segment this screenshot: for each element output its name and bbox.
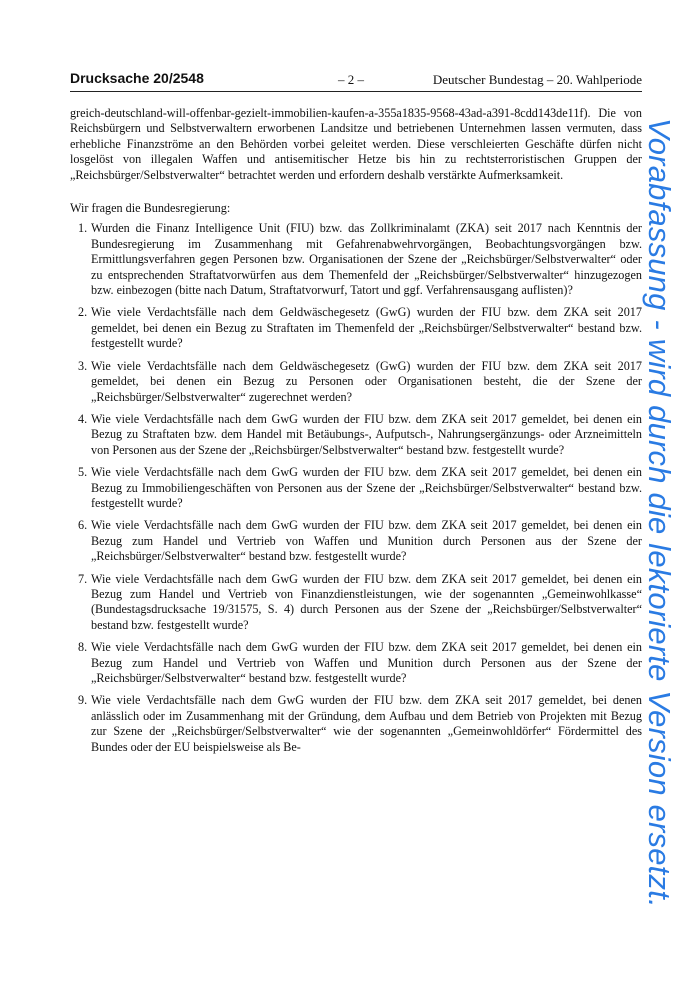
page-number: – 2 – [338,72,364,87]
doc-number-value: 2548 [172,70,204,86]
list-item [70,359,642,405]
question-number: 8. [78,640,88,655]
document-body [70,106,642,762]
intro-paragraph: greich-deutschland-will-offenbar-gezielt-immobilien-kaufen-a-355a1835-9568-43ad-a391-8cdd143de11f). Die von Reichsbürgern und Selbstverwaltern erworbenen Landsitze und betriebenen Unternehmen lassen vermuten, dass erhebliche Finanzströme an den Behörden vorbei geleitet werden. Diese verschleierten Geschäfte dürfen nicht losgelöst von illegalen Waffen und antisemitischer Hetze bis hin zu rechtsterroristischen Gruppen der „Reichsbürger/Selbstverwalter“ betrachtet werden und erfordern deshalb verstärkte Aufmerksamkeit. [70,106,642,182]
list-item [70,518,642,564]
list-item [70,572,642,634]
list-item [70,693,642,755]
draft-watermark: Vorabfassung - wird durch die lektorierte Version ersetzt. [642,118,677,908]
question-text: Wie viele Verdachtsfälle nach dem Geldwäschegesetz (GwG) wurden der FIU bzw. dem ZKA seit 2017 gemeldet, bei denen ein Bezug zu Straftaten im Themenfeld der „Reichsbürger/Selbstverwalter“ bestand bzw. festgestellt wurde? [91,305,642,351]
question-text: Wie viele Verdachtsfälle nach dem GwG wurden der FIU bzw. dem ZKA seit 2017 gemeldet, bei denen ein Bezug zum Handel und Vertrieb von Waffen und Munition durch Personen aus der Szene der „Reichsbürger/Selbstverwalter“ bestand bzw. festgestellt wurde? [91,640,642,685]
list-item [70,305,642,351]
question-number: 4. [78,411,88,426]
doc-label: Drucksache 20/ [70,70,173,86]
question-text: Wie viele Verdachtsfälle nach dem GwG wurden der FIU bzw. dem ZKA seit 2017 gemeldet, bei denen anlässlich oder im Zusammenhang mit der Gründung, dem Aufbau und dem Betrieb von Projekten mit Bezug zur Szene der „Reichsbürger/Selbstverwalter“ wie der sogenannten „Gemeinwohldörfer“ Fördermittel des Bundes oder der EU beispielsweise als Be- [91,693,642,754]
question-number: 7. [78,571,88,586]
question-number: 5. [78,465,88,480]
header-rule [70,91,642,92]
list-item [70,640,642,686]
question-text: Wie viele Verdachtsfälle nach dem GwG wurden der FIU bzw. dem ZKA seit 2017 gemeldet, bei denen ein Bezug zum Handel und Vertrieb von Finanzdienstleistungen, wie der sogenannten „Gemeinwohlkasse“ (Bundestagsdrucksache 19/31575, S. 4) durch Personen aus der Szene der „Reichsbürger/Selbstverwalter“ bestand bzw. festgestellt wurde? [91,571,642,632]
question-number: 1. [78,221,88,236]
question-text: Wie viele Verdachtsfälle nach dem GwG wurden der FIU bzw. dem ZKA seit 2017 gemeldet, bei denen ein Bezug zu Straftaten bzw. dem Handel mit Betäubungs-, Aufputsch-, Nahrungsergänzungs- oder Arzneimitteln von Personen aus der Szene der „Reichsbürger/Selbstverwalter“ bestand bzw. festgestellt wurde? [91,411,642,457]
parliament-label: Deutscher Bundestag – 20. Wahlperiode [432,72,642,87]
question-number: 6. [78,518,88,533]
list-item [70,221,642,298]
question-list [70,221,642,755]
page-header [70,70,642,90]
question-text: Wurden die Finanz Intelligence Unit (FIU) bzw. das Zollkriminalamt (ZKA) seit 2017 nach Kenntnis der Bundesregierung im Zusammenhang mit Gefahrenabwehrvorgängen, Beobachtungsvorgängen bzw. Ermittlungsverfahren gegen Personen bzw. Organisationen der Szene der „Reichsbürger/Selbstverwalter“ oder zu entsprechenden Straftatvorwürfen aus dem Themenfeld der „Reichsbürger/Selbstverwalter“ hinzugezogen bzw. einbezogen (bitte nach Datum, Straftatvorwurf, Tatort und ggf. Verfahrensausgang auflisten)? [91,221,642,298]
list-item [70,412,642,458]
question-number: 3. [78,358,88,373]
question-number: 9. [78,693,88,708]
question-text: Wie viele Verdachtsfälle nach dem GwG wurden der FIU bzw. dem ZKA seit 2017 gemeldet, bei denen ein Bezug zum Handel und Vertrieb von Waffen und Munition durch Personen aus der Szene der „Reichsbürger/Selbstverwalter“ bestand bzw. festgestellt wurde? [91,518,642,564]
document-number [70,70,204,86]
question-lead: Wir fragen die Bundesregierung: [70,201,231,216]
question-number: 2. [78,305,88,320]
question-text: Wie viele Verdachtsfälle nach dem Geldwäschegesetz (GwG) wurden der FIU bzw. dem ZKA seit 2017 gemeldet, bei denen ein Bezug zu Personen oder Organisationen besteht, die der Szene der „Reichsbürger/Selbstverwalter“ zugerechnet werden? [91,358,642,404]
list-item [70,465,642,511]
question-text: Wie viele Verdachtsfälle nach dem GwG wurden der FIU bzw. dem ZKA seit 2017 gemeldet, bei denen ein Bezug zu Immobiliengeschäften von Personen aus der Szene der „Reichsbürger/Selbstverwalter“ bestand bzw. festgestellt wurde? [91,465,642,510]
